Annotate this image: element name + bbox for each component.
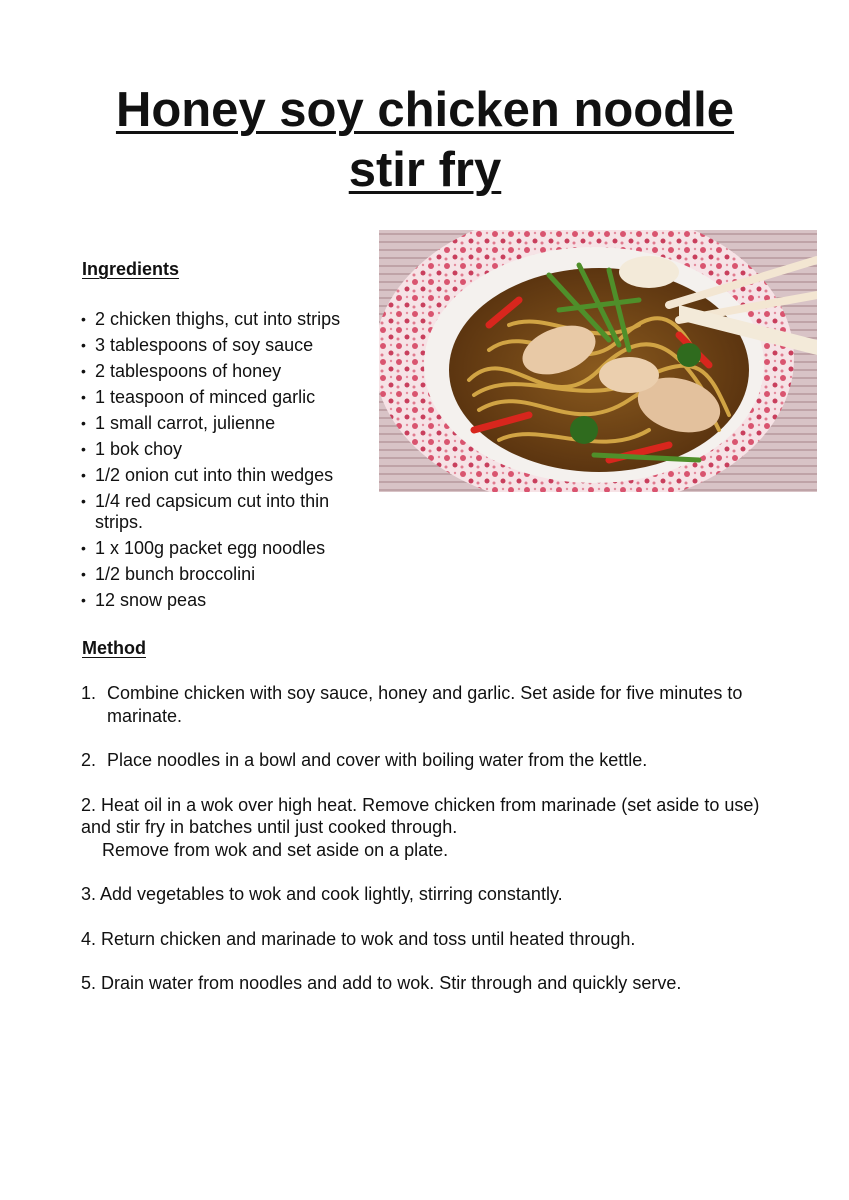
ingredient-item: • 1/2 onion cut into thin wedges xyxy=(81,465,371,486)
step-text: Combine chicken with soy sauce, honey and garlic. Set aside for five minutes to marinate. xyxy=(107,683,743,726)
method-step xyxy=(81,682,781,727)
step-text: Heat oil in a wok over high heat. Remove chicken from marinade (set aside to use) and stir fry in batches until just cooked through. xyxy=(81,794,760,837)
ingredient-item: • 12 snow peas xyxy=(81,590,371,611)
method-step xyxy=(81,883,781,906)
method-steps xyxy=(81,682,781,1017)
ingredient-item: • 1 x 100g packet egg noodles xyxy=(81,538,371,559)
ingredient-item: • 3 tablespoons of soy sauce xyxy=(81,335,371,356)
recipe-title-line-2: stir fry xyxy=(348,143,502,197)
ingredient-item: • 1 bok choy xyxy=(81,439,371,460)
ingredients-list xyxy=(81,309,371,616)
method-step xyxy=(81,794,781,862)
method-heading: Method xyxy=(82,638,146,658)
recipe-title xyxy=(60,80,790,200)
ingredient-item: • 1/4 red capsicum cut into thin strips. xyxy=(81,491,371,533)
recipe-title-line-1: Honey soy chicken noodle xyxy=(115,83,735,137)
method-step xyxy=(81,972,781,995)
ingredient-item: • 1 small carrot, julienne xyxy=(81,413,371,434)
step-number: 3. xyxy=(81,884,97,904)
step-number: 4. xyxy=(81,928,97,949)
method-step xyxy=(81,749,781,772)
method-step xyxy=(81,928,781,951)
ingredient-item: • 2 tablespoons of honey xyxy=(81,361,371,382)
step-text: Drain water from noodles and add to wok. Stir through and quickly serve. xyxy=(101,973,682,993)
ingredient-item: • 1/2 bunch broccolini xyxy=(81,564,371,585)
step-number: 2. xyxy=(81,794,97,815)
step-text: Add vegetables to wok and cook lightly, stirring constantly. xyxy=(100,884,563,904)
ingredient-item: • 1 teaspoon of minced garlic xyxy=(81,387,371,408)
step-number: 1. xyxy=(81,683,97,703)
step-number: 2. xyxy=(81,750,97,770)
ingredient-item: • 2 chicken thighs, cut into strips xyxy=(81,309,371,330)
step-text: Place noodles in a bowl and cover with boiling water from the kettle. xyxy=(107,750,648,770)
step-text: Return chicken and marinade to wok and toss until heated through. xyxy=(101,928,636,949)
step-continuation: Remove from wok and set aside on a plate. xyxy=(102,839,449,860)
step-number: 5. xyxy=(81,973,97,993)
noodle-bowl-photo xyxy=(379,230,817,492)
ingredients-heading: Ingredients xyxy=(82,259,180,279)
